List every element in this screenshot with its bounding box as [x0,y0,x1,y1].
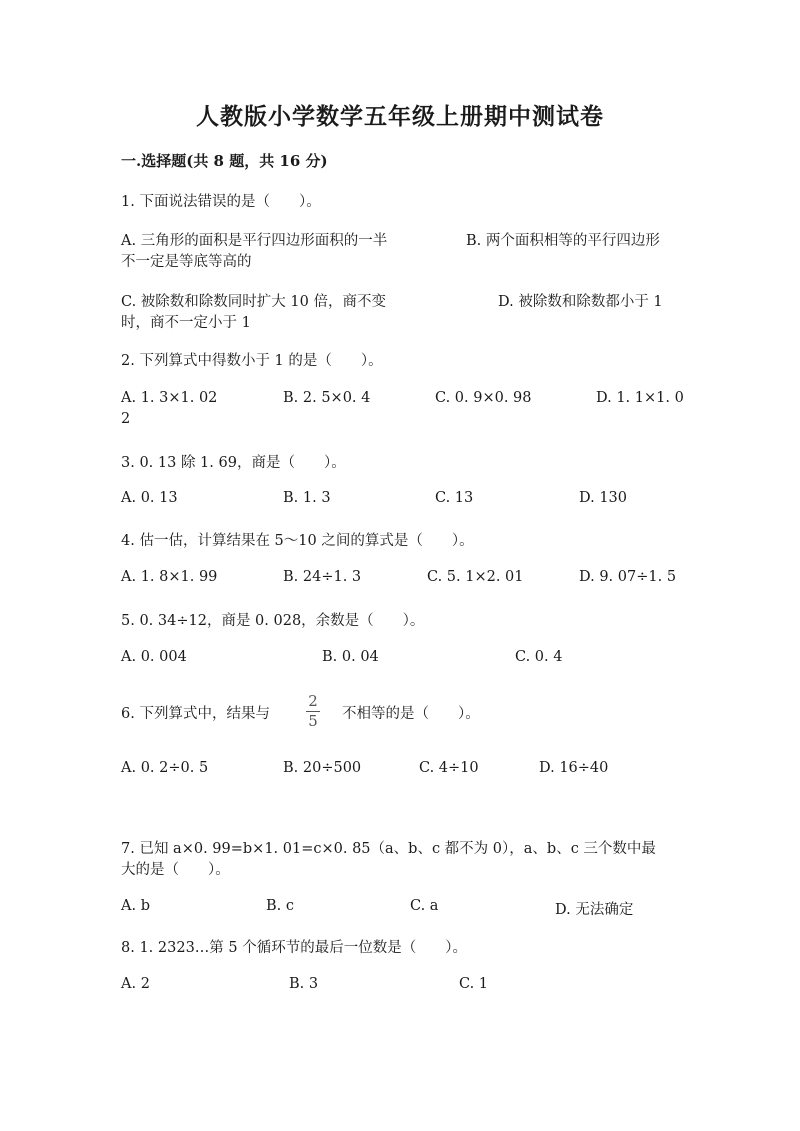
option-c: C. 13 [435,490,474,506]
question-stem: 5. 0. 34÷12，商是 0. 028，余数是（ ）。 [121,613,425,629]
option-b: B. 3 [289,976,319,992]
option-b: B. 2. 5×0. 4 [283,390,371,406]
option-a: A. 2 [121,976,150,992]
option-b: B. 20÷500 [283,760,362,776]
option-a: A. 1. 8×1. 99 [121,569,218,585]
option-d: D. 130 [579,490,628,506]
option-a: A. 0. 13 [121,490,178,506]
fraction-denominator: 5 [308,712,318,730]
option-c: C. 1 [459,976,489,992]
option-d-continued: 2 [121,411,131,427]
option-d: D. 1. 1×1. 0 [596,390,684,406]
fraction [304,693,322,730]
option-c: C. 0. 9×0. 98 [435,390,532,406]
option-a: A. 0. 2÷0. 5 [121,760,209,776]
option-b: B. c [266,898,294,914]
option-d: D. 被除数和除数都小于 1 [498,294,663,310]
option-c: C. 4÷10 [419,760,479,776]
question-stem: 7. 已知 a×0. 99=b×1. 01=c×0. 85（a、b、c 都不为 0），a、b、c 三个数中最 [121,841,656,857]
question-stem: 3. 0. 13 除 1. 69，商是（ ）。 [121,455,346,471]
option-b: B. 0. 04 [322,649,379,665]
option-c: C. a [410,898,439,914]
option-a: A. 0. 004 [121,649,187,665]
question-stem-part-2: 不相等的是（ ）。 [342,706,480,722]
option-b: B. 1. 3 [283,490,331,506]
section-heading: 一.选择题(共 8 题，共 16 分) [121,152,328,170]
option-a: A. 三角形的面积是平行四边形面积的一半 [121,233,388,249]
option-b: B. 24÷1. 3 [283,569,362,585]
option-a: A. b [121,898,150,914]
question-stem: 1. 下面说法错误的是（ ）。 [121,194,321,210]
option-d-continued: 时，商不一定小于 1 [121,315,251,331]
option-a: A. 1. 3×1. 02 [121,390,218,406]
page-title: 人教版小学数学五年级上册期中测试卷 [196,103,604,130]
question-stem: 8. 1. 2323…第 5 个循环节的最后一位数是（ ）。 [121,940,467,956]
question-stem-continued: 大的是（ ）。 [121,862,230,878]
option-b-continued: 不一定是等底等高的 [121,254,252,270]
option-c: C. 被除数和除数同时扩大 10 倍，商不变 [121,294,386,310]
option-c: C. 0. 4 [515,649,563,665]
option-b: B. 两个面积相等的平行四边形 [466,233,660,249]
question-stem: 2. 下列算式中得数小于 1 的是（ ）。 [121,353,383,369]
question-stem: 4. 估一估，计算结果在 5～10 之间的算式是（ ）。 [121,533,474,549]
question-stem-part-1: 6. 下列算式中，结果与 [121,706,270,722]
fraction-numerator: 2 [308,692,318,710]
option-d: D. 16÷40 [539,760,609,776]
option-c: C. 5. 1×2. 01 [427,569,524,585]
option-d: D. 9. 07÷1. 5 [579,569,677,585]
option-d: D. 无法确定 [555,902,634,918]
